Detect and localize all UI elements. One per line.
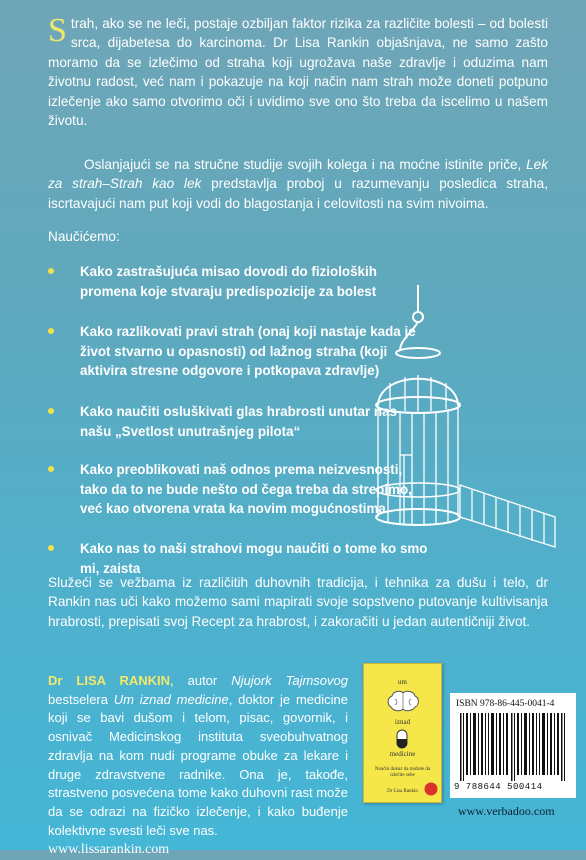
bullet-text: Kako nas to naši strahovi mogu naučiti o tome ko smo mi, zaista	[80, 541, 428, 576]
bullet-dot-icon	[48, 328, 54, 334]
book-author: Dr Lisa Rankin	[387, 789, 418, 794]
barcode-icon	[460, 713, 566, 781]
book-title-italic: Lek za strah–Strah kao lek	[48, 157, 548, 192]
bullet-dot-icon	[48, 268, 54, 274]
intro-text: trah, ako se ne leči, postaje ozbiljan faktor rizika za različite bolesti – od bolesti srca, dijabetesa do karcinoma. Dr Lisa Rankin objašnjava, ne samo zašto moramo da se izlečimo od straha koji ugrožava naše zdravlje i oduzima nam životnu radost, već nam i pokazuje na koji način nam strah može doneti potpuno izlečenje ako samo otvorimo oči i uvidimo sve ono što treba da iscelimo u našem životu.	[48, 16, 548, 129]
bullet-text: Kako razlikovati pravi strah (onaj koji nastaje kada je život stvarno u opasnosti) od lažnog straha (koji aktivira stresne odgovore i potkopava zdravlje)	[80, 324, 416, 378]
book-title-line-2: iznad	[394, 718, 411, 726]
publisher-website: www.verbadoo.com	[458, 804, 555, 818]
bullet-dot-icon	[48, 466, 54, 472]
author-bio: Dr LISA RANKIN, autor Njujork Tajmsovog bestselera Um iznad medicine, doktor je medicine koji se bavi dušom i telom, pisac, govornik, i osnivač Medicinskog instituta sveobuhvatnog zdravlja na kom nudi programe obuke za lekare i druge zdravstvene radnike. Ona je, takođe, strastveno posvećena tome kako duhovni rast može da se odrazi na fizičko izlečenje, i kako buđenje kolektivne svesti leči sve nas. www.lissarankin.com	[48, 673, 348, 858]
bullet-dot-icon	[48, 408, 54, 414]
description-lead: Oslanjajući se na stručne studije svojih kolega i na moćne istinite priče,	[84, 157, 522, 172]
drop-cap: S	[48, 12, 67, 49]
learn-heading: Naučićemo:	[48, 229, 120, 244]
bullet-dot-icon	[48, 545, 54, 551]
barcode-digits: 9 788644 500414	[454, 782, 543, 792]
bullet-text: Kako zastrašujuća misao dovodi do fizioloških promena koje stvaraju predispozicije za bolest	[80, 264, 377, 299]
bullet-text: Kako preoblikovati naš odnos prema neizvesnosti, tako da to ne bude nešto od čega treba da strepimo, već kao otvorena vrata ka novim mogućnostima	[80, 462, 412, 516]
description-paragraph	[48, 155, 548, 213]
description-rest: predstavlja proboj u razumevanju posledica straha, iscrtavajući nam put koji vodi do blagostanja i celovitosti na svim nivoima.	[48, 176, 548, 211]
book-title-line-1: um	[398, 678, 407, 686]
isbn-text: ISBN 978-86-445-0041-4	[456, 699, 555, 709]
author-name: Dr LISA RANKIN	[48, 673, 171, 688]
open-birdcage-icon	[360, 285, 570, 550]
closing-paragraph: Služeći se vežbama iz različitih duhovnih tradicija, i tehnika za dušu i telo, dr Rankin nas uči kako možemo sami mapirati svoje sopstveno putovanje kultivisanja hrabrosti, prepisati svoj Recept za hrabrost, i zakoračiti u jedan autentičniji život.	[48, 575, 548, 629]
pill-capsule-icon	[395, 729, 409, 749]
brain-icon	[385, 689, 421, 715]
author-website: www.lissarankin.com	[48, 842, 170, 858]
book-cover-thumbnail	[363, 663, 442, 803]
bullet-text: Kako naučiti osluškivati glas hrabrosti unutar nas – našu „Svetlost unutrašnjeg pilota“	[80, 404, 409, 439]
intro-paragraph	[48, 14, 548, 130]
barcode-panel	[450, 693, 576, 798]
book-title-line-3: medicine	[389, 750, 416, 758]
book-subtitle: Naučni dokaz da možete da izlečite sebe	[374, 767, 431, 778]
sticker-badge-icon	[424, 782, 438, 796]
